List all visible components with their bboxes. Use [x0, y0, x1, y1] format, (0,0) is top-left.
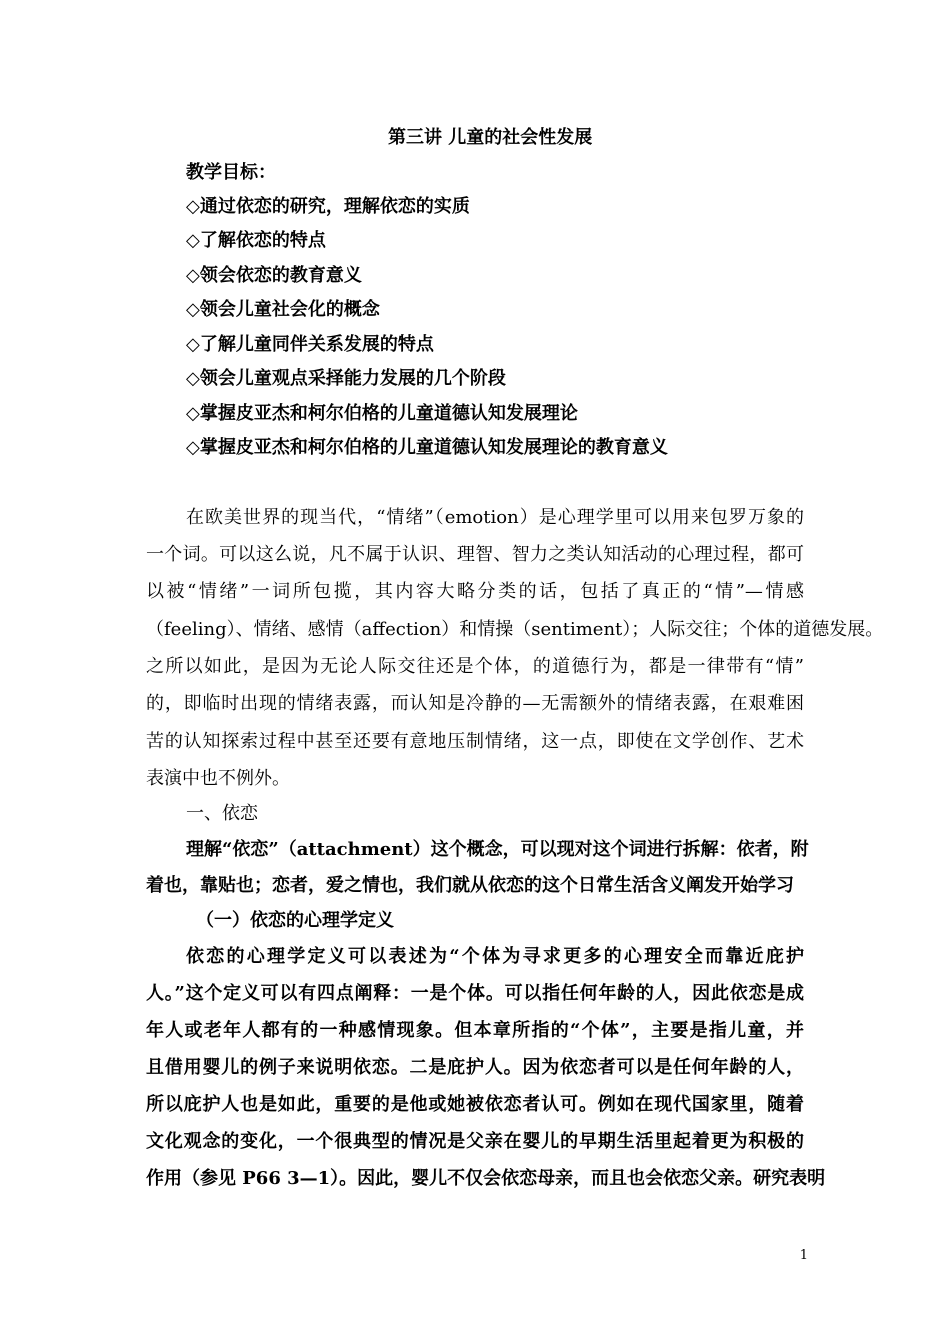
objective-item: ◇了解依恋的特点: [186, 230, 326, 251]
intro-paragraph-line: 一个词。可以这么说，凡不属于认识、理智、智力之类认知活动的心理过程，都可: [146, 544, 804, 565]
subsection-paragraph-line: 年人或老年人都有的一种感情现象。但本章所指的“个体”，主要是指儿童，并: [146, 1020, 804, 1041]
intro-paragraph-line: （feeling）、情绪、感情（affection）和情操（sentiment）；人际交往；个体的道德发展。: [146, 619, 884, 640]
objective-item: ◇领会依恋的教育意义: [186, 265, 362, 286]
intro-paragraph-line: 之所以如此，是因为无论人际交往还是个体，的道德行为，都是一律带有“情”: [146, 656, 804, 677]
intro-paragraph-line: 的，即临时出现的情绪表露，而认知是冷静的—无需额外的情绪表露，在艰难困: [146, 693, 804, 714]
section-paragraph-line: 理解“依恋”（attachment）这个概念，可以现对这个词进行拆解：依者，附: [186, 839, 809, 860]
intro-paragraph-line: 表演中也不例外。: [146, 768, 290, 789]
intro-paragraph-line: 以被“情绪”一词所包揽，其内容大略分类的话，包括了真正的“情”—情感: [146, 581, 804, 602]
subsection-paragraph-line: 文化观念的变化，一个很典型的情况是父亲在婴儿的早期生活里起着更为积极的: [146, 1131, 804, 1152]
objective-item: ◇通过依恋的研究，理解依恋的实质: [186, 196, 470, 217]
subsection-paragraph-line: 作用（参见 P66 3—1）。因此，婴儿不仅会依恋母亲，而且也会依恋父亲。研究表明: [146, 1168, 826, 1189]
intro-paragraph-line: 苦的认知探索过程中甚至还要有意地压制情绪，这一点，即使在文学创作、艺术: [146, 731, 804, 752]
page-title: 第三讲 儿童的社会性发展: [388, 127, 593, 148]
objectives-label: 教学目标：: [186, 162, 276, 183]
section-paragraph-line: 着也，靠贴也；恋者，爱之情也，我们就从依恋的这个日常生活含义阐发开始学习: [146, 875, 794, 896]
subsection-paragraph-line: 依恋的心理学定义可以表述为“个体为寻求更多的心理安全而靠近庇护: [186, 946, 804, 967]
subsection-heading: （一）依恋的心理学定义: [196, 910, 394, 931]
intro-paragraph-line: 在欧美世界的现当代，“情绪”（emotion）是心理学里可以用来包罗万象的: [186, 507, 804, 528]
page-number: 1: [799, 1248, 808, 1263]
objective-item: ◇领会儿童观点采择能力发展的几个阶段: [186, 368, 506, 389]
objective-item: ◇掌握皮亚杰和柯尔伯格的儿童道德认知发展理论: [186, 403, 578, 424]
objective-item: ◇了解儿童同伴关系发展的特点: [186, 334, 434, 355]
objective-item: ◇领会儿童社会化的概念: [186, 299, 380, 320]
subsection-paragraph-line: 且借用婴儿的例子来说明依恋。二是庇护人。因为依恋者可以是任何年龄的人，: [146, 1057, 804, 1078]
objective-item: ◇掌握皮亚杰和柯尔伯格的儿童道德认知发展理论的教育意义: [186, 437, 668, 458]
subsection-paragraph-line: 人。”这个定义可以有四点阐释：一是个体。可以指任何年龄的人，因此依恋是成: [146, 983, 804, 1004]
section-heading: 一、依恋: [186, 803, 258, 824]
subsection-paragraph-line: 所以庇护人也是如此，重要的是他或她被依恋者认可。例如在现代国家里，随着: [146, 1094, 804, 1115]
